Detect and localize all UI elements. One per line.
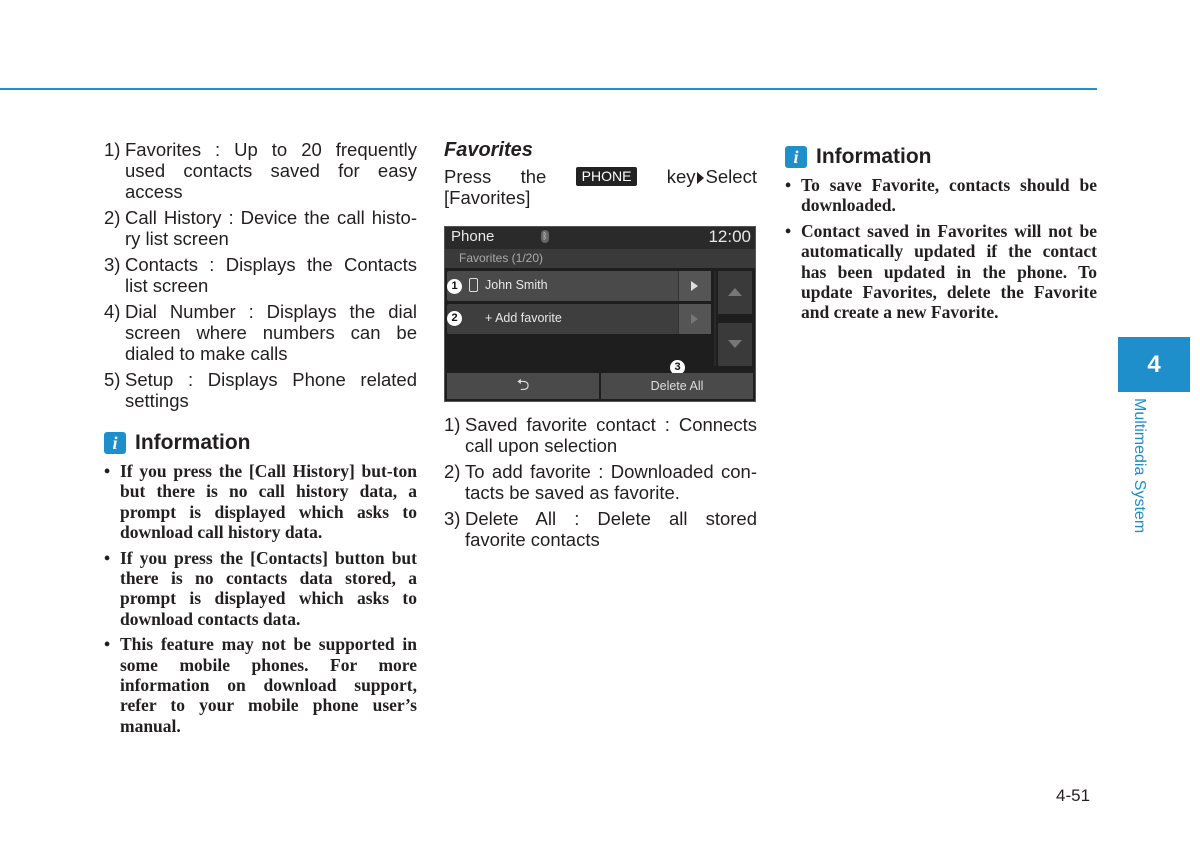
- callout-badge-2: 2: [447, 311, 462, 326]
- bullet-icon: •: [785, 220, 792, 241]
- column-2: [444, 139, 757, 555]
- bullet-icon: •: [104, 461, 111, 481]
- contact-details-button[interactable]: [678, 271, 711, 301]
- scroll-up-button[interactable]: [718, 271, 752, 314]
- list-item: 4) Dial Number : Displays the dial screen where numbers can be dialed to make calls: [104, 301, 417, 364]
- arrow-up-icon: [728, 288, 742, 296]
- phone-menu-list: [104, 139, 417, 411]
- information-title: Information: [816, 145, 932, 168]
- information-heading: [785, 145, 1097, 169]
- mobile-phone-icon: [469, 278, 478, 292]
- page-number: 4-51: [1056, 786, 1091, 805]
- clock: 12:00: [708, 227, 751, 246]
- list-item: 3) Delete All : Delete all stored favorite contacts: [444, 508, 757, 550]
- bullet-icon: •: [785, 175, 792, 195]
- add-favorite-row[interactable]: + Add favorite: [447, 304, 711, 334]
- list-item: 1) Favorites : Up to 20 frequently used contacts saved for easy access: [104, 139, 417, 202]
- list-item: 3) Contacts : Displays the Contacts list screen: [104, 254, 417, 296]
- header-rule: [0, 88, 1097, 90]
- bullet-icon: •: [104, 547, 111, 568]
- list-item: 2) To add favorite : Downloaded con-tacts be saved as favorite.: [444, 461, 757, 503]
- chapter-label: Multimedia System: [1131, 398, 1148, 534]
- bluetooth-icon: ᛒ: [542, 231, 548, 241]
- add-favorite-arrow[interactable]: [678, 304, 711, 334]
- list-item: • Contact saved in Favorites will not be automatically updated if the contact has been updated in the phone. To update Favorites, delete the Favorite and create a new Favorite.: [785, 220, 1097, 323]
- list-item: 1) Saved favorite contact : Connects call upon selection: [444, 414, 757, 456]
- section-title: Favorites: [444, 139, 533, 161]
- screen-title: Phone: [451, 228, 495, 245]
- instruction: Press the PHONE key Select [Favorites]: [444, 166, 757, 208]
- list-item: 5) Setup : Displays Phone related settings: [104, 369, 417, 411]
- play-arrow-icon: [691, 314, 698, 324]
- delete-all-button[interactable]: Delete All: [601, 373, 753, 399]
- information-title: Information: [135, 431, 251, 454]
- column-3: [785, 145, 1097, 328]
- information-bullets: [104, 461, 417, 736]
- chapter-tab: 4: [1118, 337, 1190, 392]
- scroll-down-button[interactable]: [718, 323, 752, 366]
- list-item: • To save Favorite, contacts should be downloaded.: [785, 175, 1097, 216]
- back-button[interactable]: [447, 373, 599, 399]
- callout-badge-1: 1: [447, 279, 462, 294]
- play-arrow-icon: [691, 281, 698, 291]
- list-item: • If you press the [Call History] but-ton but there is no call history data, a prompt is displayed which asks to download call history data.: [104, 461, 417, 543]
- callout-badge-3: 3: [670, 360, 685, 375]
- information-heading: [104, 431, 417, 455]
- back-arrow-icon: ⮌: [516, 377, 530, 394]
- list-item: • If you press the [Contacts] button but there is no contacts data stored, a prompt is displayed which asks to download contacts data.: [104, 547, 417, 629]
- info-icon: i: [104, 432, 126, 454]
- list-item: 2) Call History : Device the call histo-ry list screen: [104, 207, 417, 249]
- favorites-legend-list: [444, 414, 757, 550]
- bullet-icon: •: [104, 634, 111, 655]
- phone-key: PHONE: [576, 167, 638, 186]
- arrow-down-icon: [728, 340, 742, 348]
- screen-subtitle: Favorites (1/20): [459, 251, 544, 265]
- arrow-right-icon: [697, 172, 704, 184]
- favorite-contact-row[interactable]: John Smith: [447, 271, 711, 301]
- information-bullets: [785, 175, 1097, 323]
- info-icon: i: [785, 146, 807, 168]
- list-item: • This feature may not be supported in some mobile phones. For more information on download support, refer to your mobile phone user’s manual.: [104, 634, 417, 736]
- column-1: [104, 139, 417, 741]
- phone-favorites-screen: [444, 226, 756, 402]
